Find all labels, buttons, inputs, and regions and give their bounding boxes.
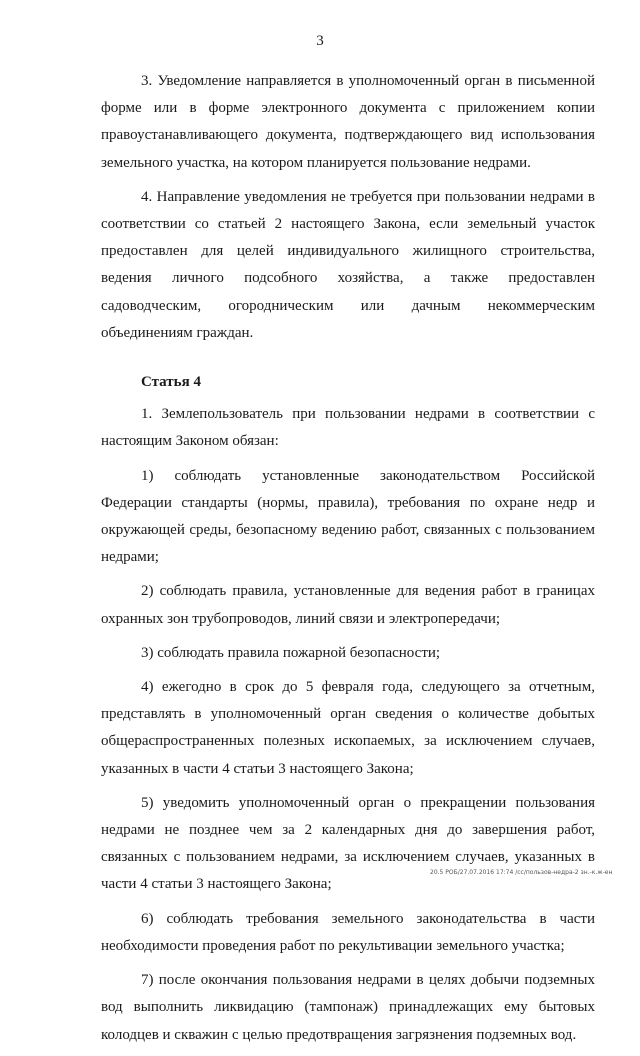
paragraph-4: 4. Направление уведомления не требуется при пользовании недрами в соответствии со статьей 2 настоящего Закона, если земельный участок предоставлен для целей индивидуального жилищного строительства, ведения личного подсобного хозяйства, а также предоставлен садоводческим, огородническим или дачным некоммерческим объединениям граждан. [101,188,595,341]
document-body [101,68,595,1056]
obligation-item-1: 1) соблюдать установленные законодательством Российской Федерации стандарты (нормы, правила), требования по охране недр и окружающей среды, безопасному ведению работ, связанных с пользованием недрами; [101,467,595,566]
obligation-item-6: 6) соблюдать требования земельного законодательства в части необходимости проведения работ по рекультивации земельного участка; [101,910,595,954]
obligation-item-2: 2) соблюдать правила, установленные для ведения работ в границах охранных зон трубопроводов, линий связи и электропередачи; [101,583,595,627]
footer-file-note: 20.5 РОБ/27.07.2016 17:74 /сс/пользов-недра-2 зн.-к.ж-ен [430,869,613,876]
obligation-item-3: 3) соблюдать правила пожарной безопасности; [141,644,441,661]
article-paragraph-1: 1. Землепользователь при пользовании недрами в соответствии с настоящим Законом обязан: [101,406,595,450]
obligation-item-7: 7) после окончания пользования недрами в целях добычи подземных вод выполнить ликвидацию (тампонаж) принадлежащих ему бытовых колодцев и скважин с целью предотвращения загрязнения подземных вод. [101,972,595,1043]
paragraph-3: 3. Уведомление направляется в уполномоченный орган в письменной форме или в форме электронного документа с приложением копии правоустанавливающего документа, подтверждающего вид использования земельного участка, на котором планируется пользование недрами. [101,73,595,171]
article-heading: Статья 4 [141,374,201,391]
obligation-item-4: 4) ежегодно в срок до 5 февраля года, следующего за отчетным, представлять в уполномоченный орган сведения о количестве добытых общераспространенных полезных ископаемых, за исключением случаев, указанных в части 4 статьи 3 настоящего Закона; [101,679,595,777]
obligation-item-5: 5) уведомить уполномоченный орган о прекращении пользования недрами не позднее чем за 2 календарных дня до завершения работ, связанных с пользованием недрами, за исключением случаев, указанных в части 4 статьи 3 настоящего Закона; [101,794,595,893]
page-number: 3 [316,33,324,49]
